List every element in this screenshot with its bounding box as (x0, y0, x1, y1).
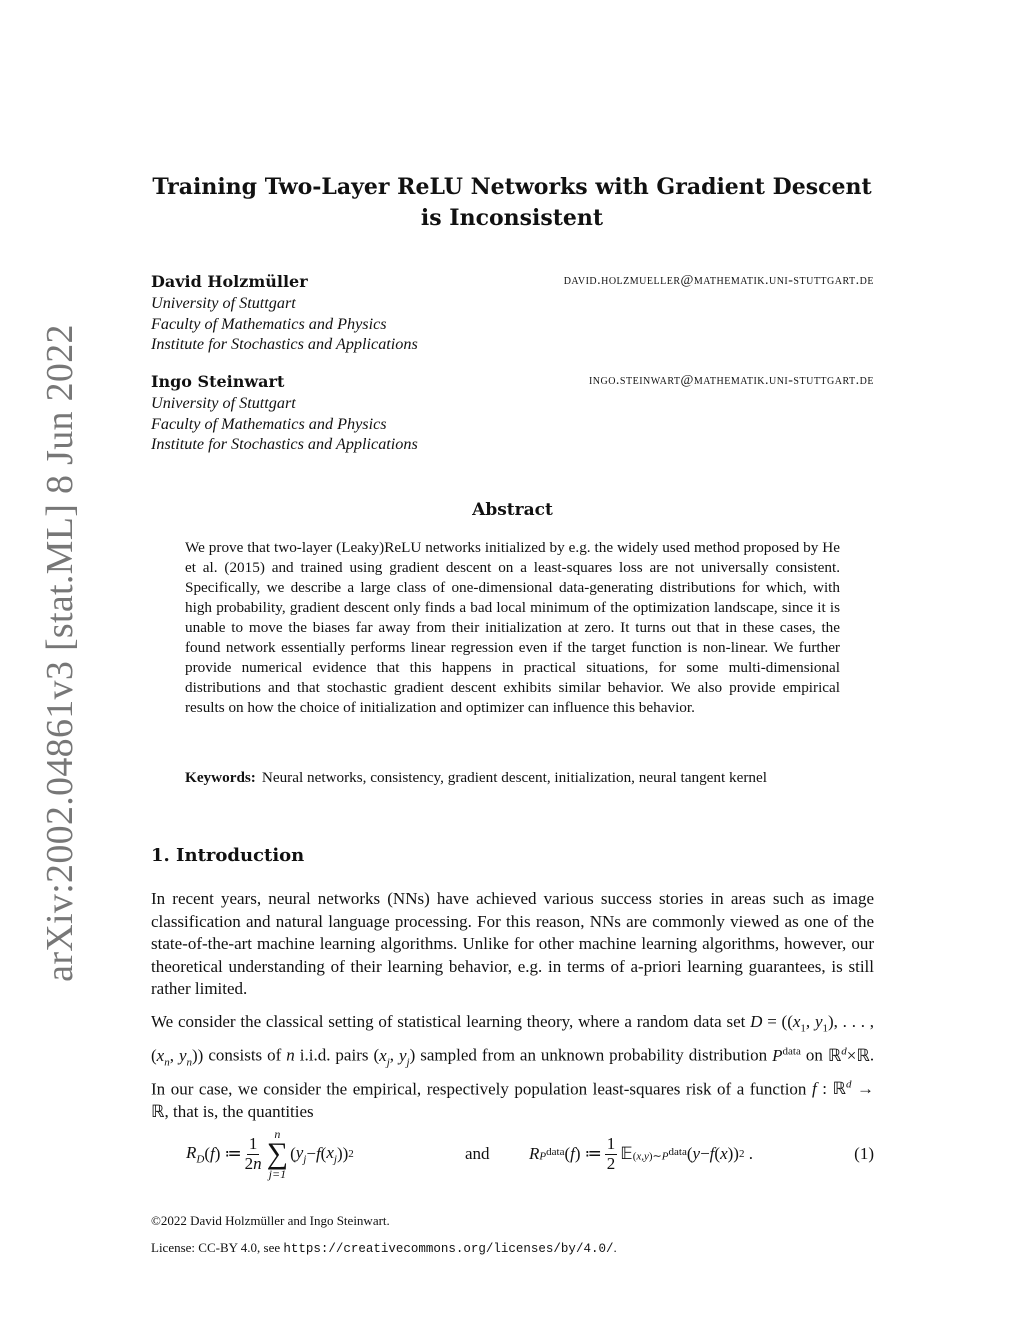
text-run: consists of (208, 1045, 282, 1065)
text-run: i.i.d. pairs (299, 1045, 369, 1065)
text-run: , that is, the quantities (164, 1101, 314, 1121)
section-heading: 1. Introduction (151, 845, 305, 866)
math-domain: ℝ$^d$×ℝ (827, 1044, 870, 1065)
math-function: f : ℝ$^d$ → ℝ (151, 1078, 875, 1121)
author-affiliation: Institute for Stochastics and Applications (151, 435, 418, 454)
intro-paragraph-1: In recent years, neural networks (NNs) have achieved various success stories in areas such as image classification and natural language processing. For this reason, NNs are commonly viewed as one of the state-of-the-art machine learning algorithms. Unlike for other machine learning algorithms, however, our theoretical understanding of their learning behavior, e.g. in terms of a-priori learning guarantees, is still rather limited. (151, 889, 874, 999)
author-affiliation: University of Stuttgart (151, 294, 296, 312)
author-email: ingo.steinwart@mathematik.uni-stuttgart.de (588, 373, 874, 388)
license-link[interactable]: https://creativecommons.org/licenses/by/4.0/ (283, 1242, 614, 1256)
author-name: David Holzmüller (151, 272, 308, 291)
paper-title (140, 172, 884, 234)
math-pdata: $P^{data}$ (772, 1044, 801, 1065)
title-line-1: Training Two-Layer ReLU Networks with Gradient Descent (152, 174, 872, 200)
license-notice (151, 1240, 874, 1256)
text-run: . In our case, we consider the empirical, respectively population least-squares risk of a function (151, 1045, 875, 1099)
math-n: n (286, 1045, 295, 1065)
author-affiliation: University of Stuttgart (151, 394, 296, 412)
author-email: david.holzmueller@mathematik.uni-stuttgart.de (563, 273, 874, 288)
author-affiliation: Faculty of Mathematics and Physics (151, 314, 387, 333)
text-run: on (805, 1045, 823, 1065)
license-prefix: License: CC-BY 4.0, see (151, 1240, 281, 1255)
keywords (185, 768, 840, 788)
keywords-label: Keywords: (185, 769, 256, 786)
title-line-2: is Inconsistent (420, 205, 604, 231)
license-suffix: . (613, 1240, 617, 1255)
equation-and: and (465, 1144, 490, 1163)
abstract-text: We prove that two-layer (Leaky)ReLU networks initialized by e.g. the widely used method proposed by He et al. (2015) and trained using gradient descent on a least-squares loss are not universally consistent. Specifically, we describe a large class of one-dimensional data-generating distributions for which, with high probability, gradient descent only finds a bad local minimum of the optimization landscape, since it is unable to move the biases far away from their initialization at zero. It turns out that in these cases, the found network essentially performs linear regression even if the target function is non-linear. We further provide numerical evidence that this happens in practical situations, for some multi-dimensional distributions and that stochastic gradient descent exhibits similar behavior. We also provide empirical results on how the choice of initialization and optimizer can influence this behavior. (185, 539, 840, 716)
copyright-notice: ©2022 David Holzmüller and Ingo Steinwart. (151, 1213, 390, 1228)
math-dataset: $D = ((x_1$, $y_1$), . . . , ($x_n$, $y_n$)) (151, 1012, 874, 1069)
equation-number: (1) (854, 1144, 874, 1163)
author-affiliation: Institute for Stochastics and Applications (151, 335, 418, 354)
author-block (151, 271, 874, 355)
math-pair: ($x_j$, $y_j$) (373, 1045, 416, 1069)
abstract-heading: Abstract (472, 500, 553, 520)
keywords-text: Neural networks, consistency, gradient descent, initialization, neural tangent kernel (261, 769, 767, 786)
text-run: We consider the classical setting of statistical learning theory, where a random data set (151, 1012, 746, 1031)
population-risk-formula: R $P^{data}$ ( f ) ≔ $\frac{1}{2}$ 𝔼 $(x,y)\sim P^{data}$ ( y − f ( x )) 2 . (529, 1133, 753, 1173)
intro-paragraph-2 (151, 1011, 874, 1123)
arxiv-identifier-stamp: arXiv:2002.04861v3 [stat.ML] 8 Jun 2022 (39, 324, 81, 982)
author-affiliation: Faculty of Mathematics and Physics (151, 414, 387, 433)
equation-1 (151, 1127, 874, 1192)
author-block (151, 371, 874, 455)
text-run: sampled from an unknown probability distribution (420, 1045, 768, 1065)
empirical-risk-formula: $R_D$ ( f ) ≔ $\frac{1}{2n}$ n ∑ j=1 ( $y_j$ − f ( $x_j$ )) 2 (186, 1127, 354, 1181)
author-name: Ingo Steinwart (151, 372, 285, 391)
